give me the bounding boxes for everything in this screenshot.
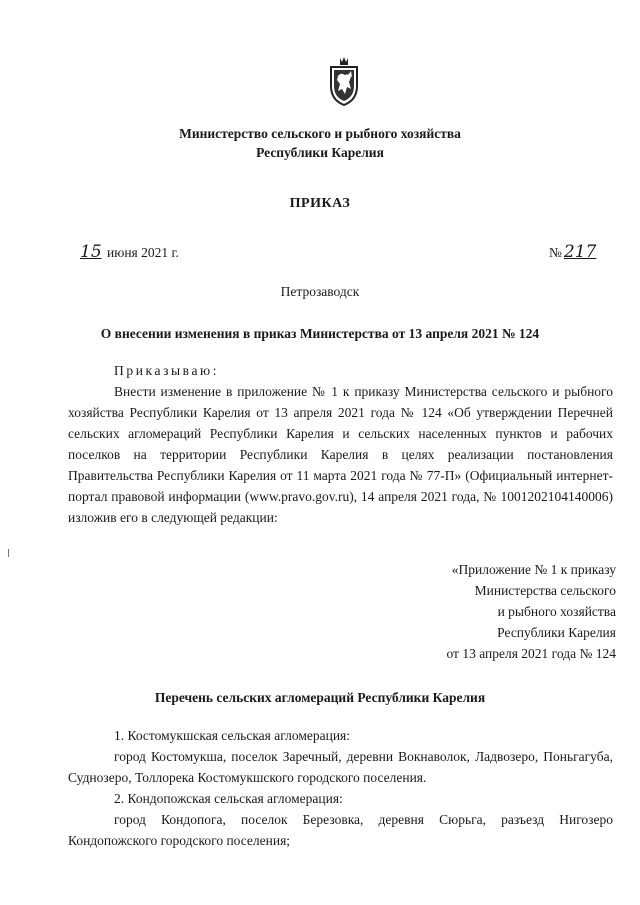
appendix-line: Министерства сельского — [474, 583, 616, 598]
scan-mark — [8, 549, 9, 557]
appendix-reference — [446, 559, 616, 664]
ministry-name: Министерство сельского и рыбного хозяйства — [179, 126, 461, 141]
date-day: 15 — [80, 242, 102, 262]
number-value: 217 — [563, 242, 597, 262]
appendix-line: Республики Карелия — [497, 625, 616, 640]
date-rest: июня 2021 г. — [107, 245, 179, 260]
document-date — [80, 242, 179, 262]
region-name: Республики Карелия — [256, 145, 384, 160]
list-item-label: 2. Кондопожская сельская агломерация: — [114, 791, 343, 806]
appendix-line: «Приложение № 1 к приказу — [451, 562, 616, 577]
appendix-line: от 13 апреля 2021 года № 124 — [446, 646, 616, 661]
appendix-line: и рыбного хозяйства — [497, 604, 616, 619]
decree-word: Приказываю: — [114, 363, 220, 378]
document-number — [549, 242, 596, 262]
number-sign: № — [549, 245, 562, 260]
list-title: Перечень сельских агломераций Республики Карелия — [154, 690, 486, 705]
coat-of-arms-icon — [327, 56, 361, 106]
agglomeration-list — [68, 725, 613, 851]
list-item-description: город Костомукша, поселок Заречный, деревни Вокнаволок, Ладвозеро, Поньгагуба, Суднозеро, Толлорека Костомукшского городского поселения. — [68, 749, 613, 785]
list-item-label: 1. Костомукшская сельская агломерация: — [114, 728, 351, 743]
body-paragraph: Внести изменение в приложение № 1 к приказу Министерства сельского и рыбного хозяйства Республики Карелия от 13 апреля 2021 года № 124 «Об утверждении Перечней сельских агломераций Республики Карелия и сельских населенных пунктов и рабочих поселков на территории Республики Карелия в целях реализации постановления Правительства Республики Карелия от 11 марта 2021 года № 77-П» (Официальный интернет-портал правовой информации (www.pravo.gov.ru), 14 апреля 2021 года, № 1001202104140006) изложив его в следующей редакции: — [68, 384, 613, 525]
document-type: ПРИКАЗ — [289, 196, 351, 211]
city: Петрозаводск — [280, 284, 360, 299]
document-subject: О внесении изменения в приказ Министерства от 13 апреля 2021 № 124 — [100, 326, 540, 341]
list-item-description: город Кондопога, поселок Березовка, деревня Сюрьга, разъезд Нигозеро Кондопожского городского поселения; — [68, 812, 613, 848]
